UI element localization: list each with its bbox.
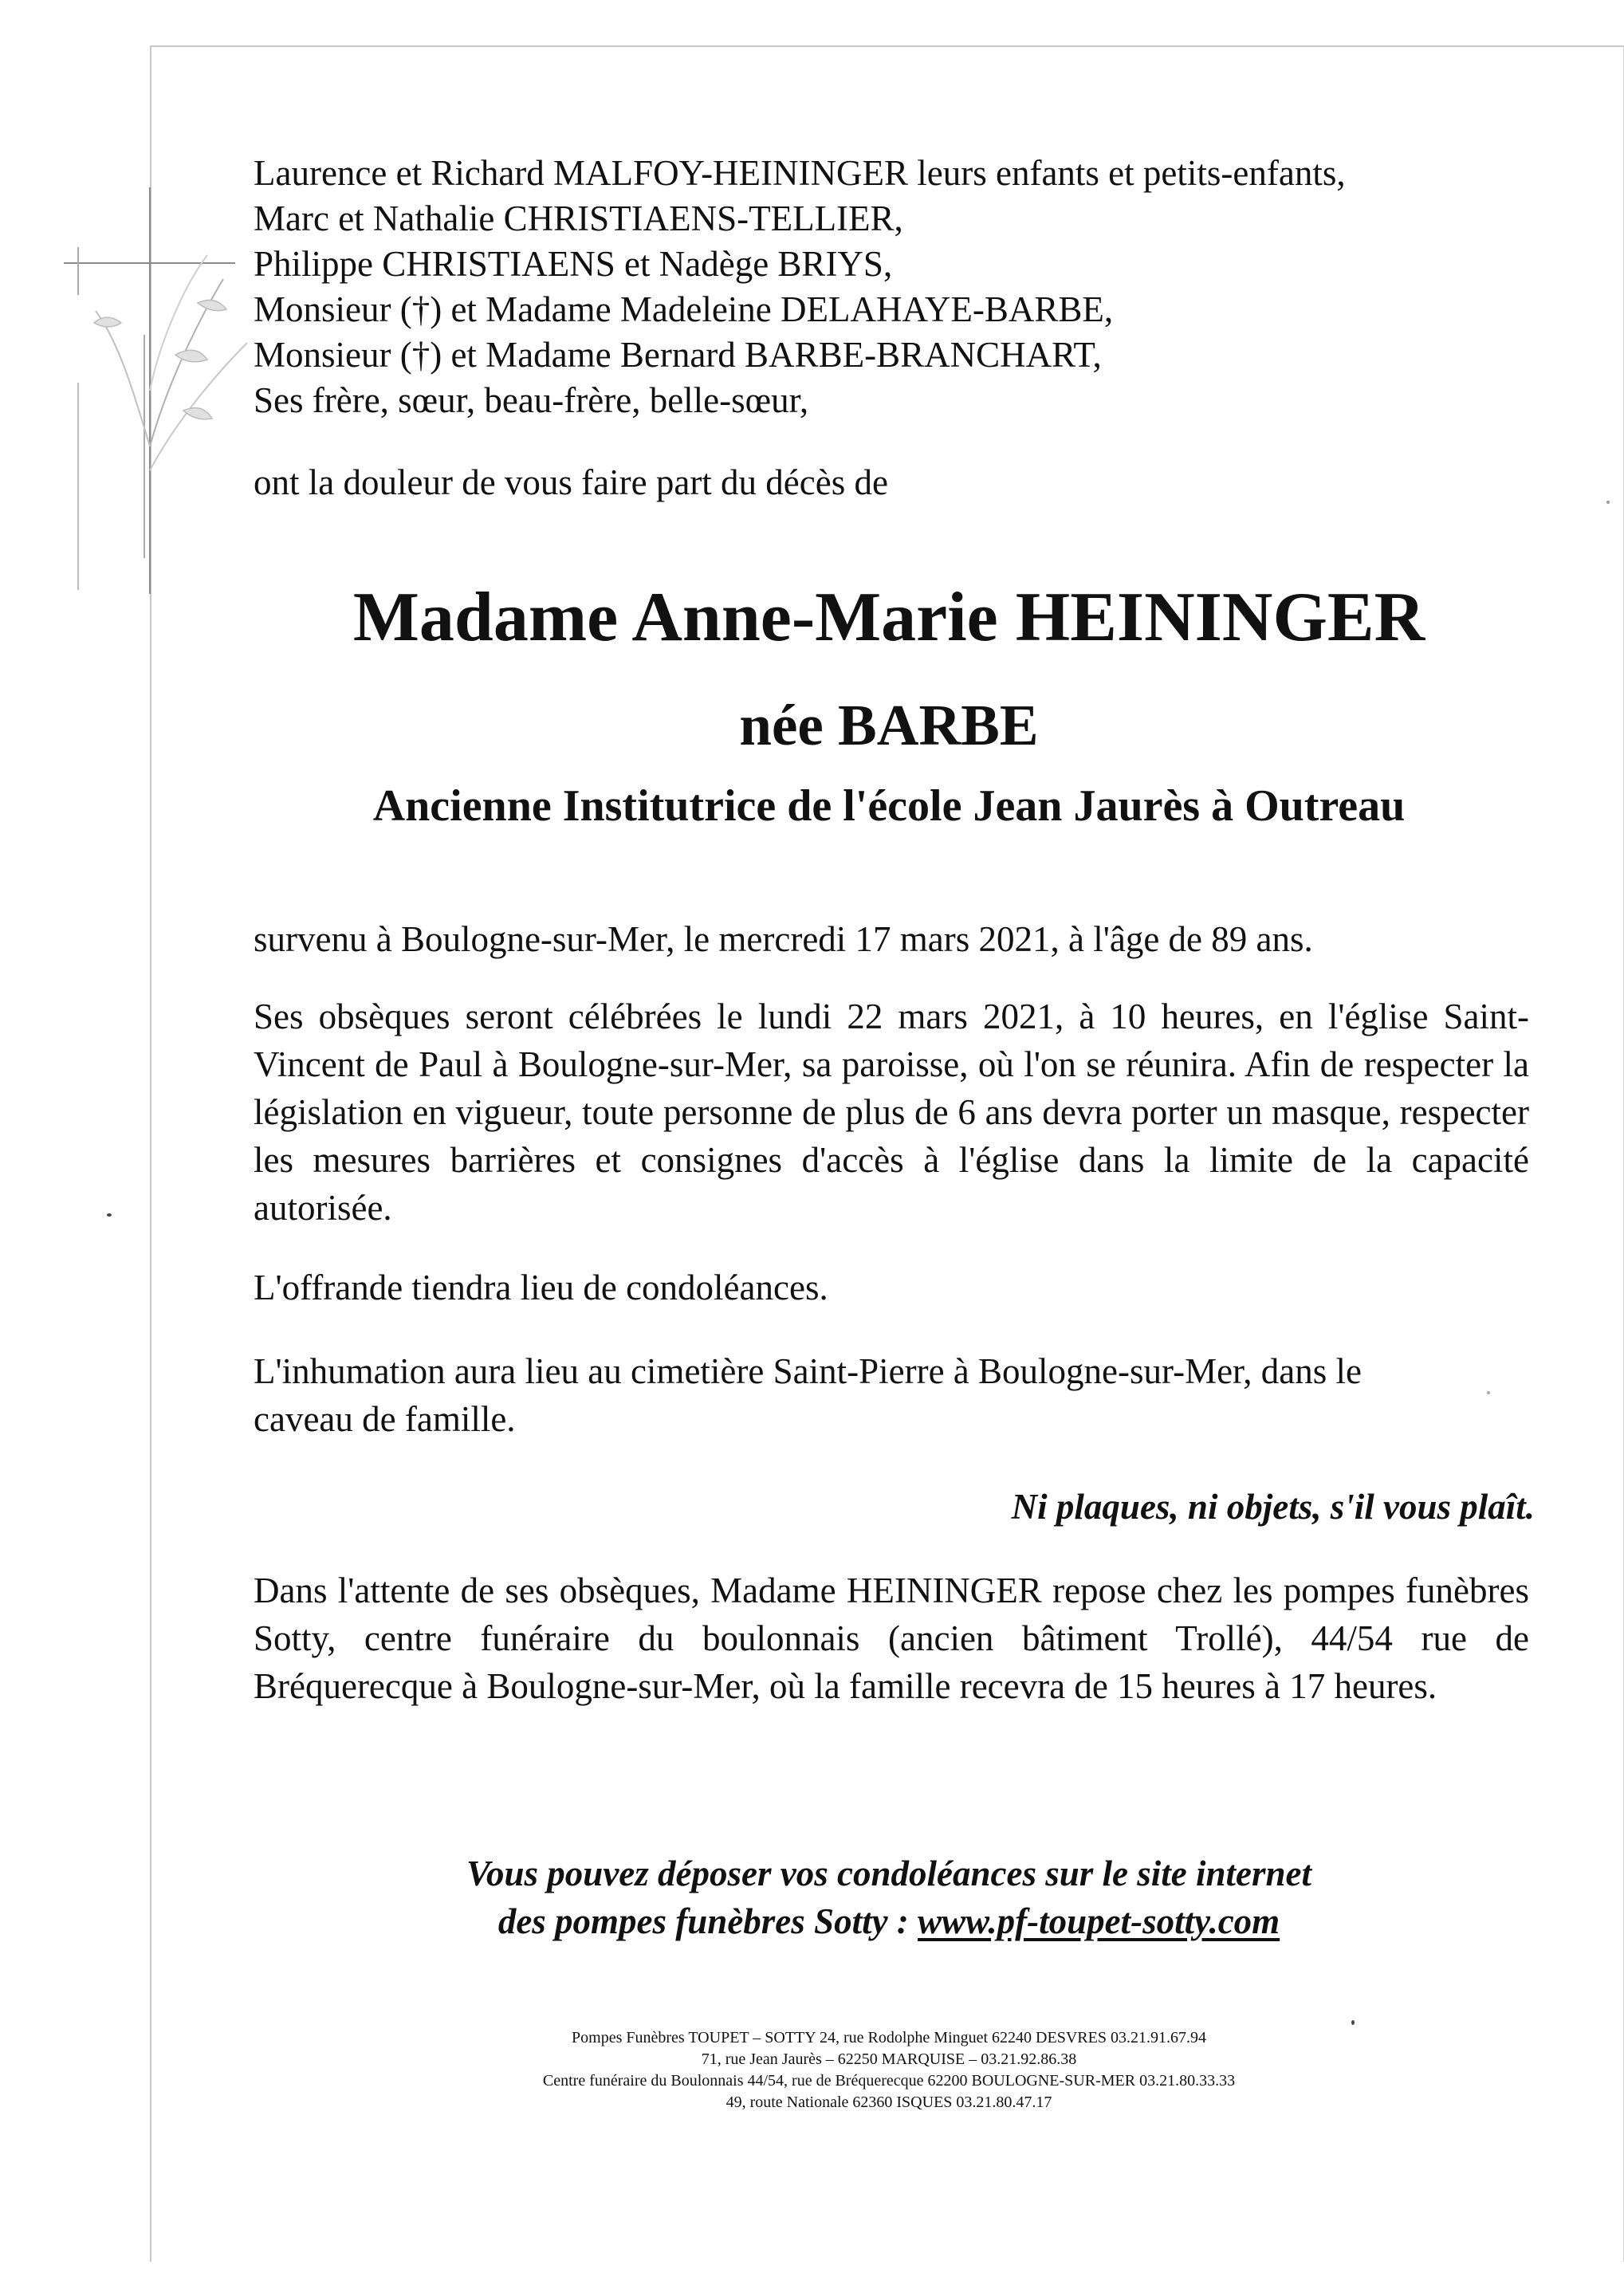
family-line-6: Ses frère, sœur, beau-frère, belle-sœur, (254, 380, 809, 420)
condolences-line-1: Vous pouvez déposer vos condoléances sur le site internet (466, 1854, 1311, 1893)
footer-line-1: Pompes Funèbres TOUPET – SOTTY 24, rue Rodolphe Minguet 62240 DESVRES 03.21.91.67.94 (572, 2029, 1206, 2046)
condolences-line-2 (151, 1897, 1624, 1945)
funeral-home-footer (151, 2027, 1624, 2113)
deceased-name: Madame Anne-Marie HEININGER (352, 579, 1425, 656)
condolences-website-link[interactable]: www.pf-toupet-sotty.com (918, 1901, 1280, 1941)
scan-speck (1606, 501, 1610, 504)
deceased-occupation: Ancienne Institutrice de l'école Jean Jaurès à Outreau (372, 781, 1406, 831)
family-line-5: Monsieur (†) et Madame Bernard BARBE-BRANCHART, (254, 335, 1102, 375)
funeral-details: Ses obsèques seront célébrées le lundi 22 mars 2021, à 10 heures, en l'église Saint-Vincent de Paul à Boulogne-sur-Mer, sa paroisse, où l'on se réunira. Afin de respecter la législation en vigueur, toute personne de plus de 6 ans devra porter un masque, respecter les mesures barrières et consignes d'accès à l'église dans la limite de la capacité autorisée. (254, 997, 1529, 1228)
no-flowers-request: Ni plaques, ni objets, s'il vous plaît. (1011, 1487, 1535, 1527)
family-line-4: Monsieur (†) et Madame Madeleine DELAHAYE-BARBE, (254, 289, 1114, 329)
footer-line-4: 49, route Nationale 62360 ISQUES 03.21.80.47.17 (725, 2094, 1052, 2111)
scan-speck (107, 1213, 112, 1217)
family-line-2: Marc et Nathalie CHRISTIAENS-TELLIER, (254, 199, 903, 238)
cross-lily-decoration (64, 183, 271, 598)
family-line-1: Laurence et Richard MALFOY-HEININGER leurs enfants et petits-enfants, (254, 153, 1346, 193)
condolences-prefix: des pompes funèbres Sotty : (497, 1901, 918, 1941)
burial-details: L'inhumation aura lieu au cimetière Saint-Pierre à Boulogne-sur-Mer, dans le caveau de famille. (254, 1351, 1362, 1439)
scan-speck (1487, 1391, 1490, 1394)
announcement-text: ont la douleur de vous faire part du décès de (254, 462, 888, 502)
scan-speck (1351, 2020, 1355, 2025)
repose-details: Dans l'attente de ses obsèques, Madame HEININGER repose chez les pompes funèbres Sotty, centre funéraire du boulonnais (ancien bâtiment Trollé), 44/54 rue de Bréquerecque à Boulogne-sur-Mer, où la famille recevra de 15 heures à 17 heures. (254, 1571, 1529, 1706)
death-notice: survenu à Boulogne-sur-Mer, le mercredi 17 mars 2021, à l'âge de 89 ans. (254, 919, 1313, 959)
family-line-3: Philippe CHRISTIAENS et Nadège BRIYS, (254, 244, 893, 284)
footer-line-3: Centre funéraire du Boulonnais 44/54, rue de Bréquerecque 62200 BOULOGNE-SUR-MER 03.21.80.33.33 (542, 2072, 1236, 2090)
offering-note: L'offrande tiendra lieu de condoléances. (254, 1268, 828, 1307)
footer-line-2: 71, rue Jean Jaurès – 62250 MARQUISE – 03.21.92.86.38 (701, 2050, 1077, 2068)
deceased-birth-name: née BARBE (739, 693, 1039, 757)
